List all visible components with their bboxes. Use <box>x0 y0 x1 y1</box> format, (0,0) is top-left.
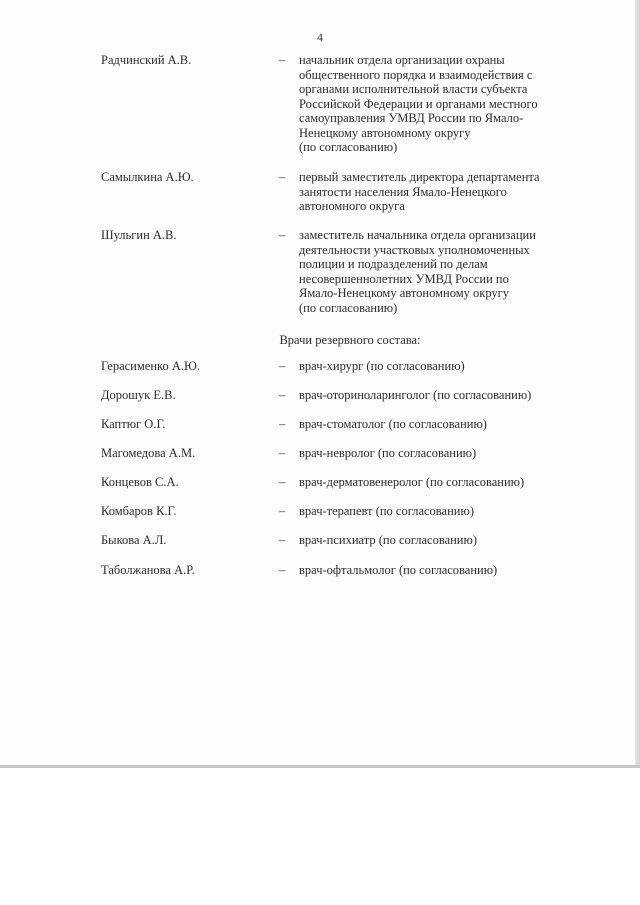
member-position <box>299 228 599 315</box>
member-position <box>299 170 599 214</box>
position-line: начальник отдела организации охраны <box>299 53 505 67</box>
doctor-name: Концевов С.А. <box>101 475 179 489</box>
dash: – <box>279 359 286 373</box>
dash: – <box>279 228 286 242</box>
doctor-name: Герасименко А.Ю. <box>101 359 200 373</box>
position-line: полиции и подразделений по делам <box>299 257 488 271</box>
doctor-name: Магомедова А.М. <box>101 446 196 460</box>
reserve-heading: Врачи резервного состава: <box>279 333 421 347</box>
member-name: Самылкина А.Ю. <box>101 170 194 184</box>
doctor-role: врач-стоматолог (по согласованию) <box>299 417 487 431</box>
position-line: первый заместитель директора департамента <box>299 170 540 184</box>
position-line: занятости населения Ямало-Ненецкого <box>299 184 507 199</box>
doctor-role: врач-невролог (по согласованию) <box>299 446 477 460</box>
doctor-name: Каптюг О.Г. <box>101 417 166 431</box>
position-line: Ненецкому автономному округу <box>299 125 471 140</box>
doctor-name: Комбаров К.Г. <box>101 504 177 518</box>
dash: – <box>279 504 286 518</box>
doctor-role: врач-психиатр (по согласованию) <box>299 533 477 547</box>
scan-right-edge <box>635 0 640 768</box>
member-name: Радчинский А.В. <box>101 53 192 67</box>
scan-bottom-edge <box>0 765 640 768</box>
position-line: (по согласованию) <box>299 140 398 154</box>
position-line: несовершеннолетних УМВД России по <box>299 271 509 286</box>
position-line: Российской Федерации и органами местного <box>299 96 538 111</box>
doctor-name: Быкова А.Л. <box>101 533 167 547</box>
doctor-role: врач-офтальмолог (по согласованию) <box>299 563 498 577</box>
position-line: деятельности участковых уполномоченных <box>299 242 530 257</box>
dash: – <box>279 446 286 460</box>
dash: – <box>279 533 286 547</box>
position-line: (по согласованию) <box>299 300 398 315</box>
position-line: заместитель начальника отдела организации <box>299 228 536 242</box>
dash: – <box>279 417 286 431</box>
doctor-role: врач-терапевт (по согласованию) <box>299 504 474 518</box>
member-position <box>299 53 599 155</box>
position-line: общественного порядка и взаимодействия с <box>299 67 533 82</box>
doctor-role: врач-оториноларинголог (по согласованию) <box>299 388 532 402</box>
position-line: органами исполнительной власти субъекта <box>299 82 528 96</box>
doctor-role: врач-дерматовенеролог (по согласованию) <box>299 475 525 489</box>
doctor-name: Таболжанова А.Р. <box>101 563 195 577</box>
dash: – <box>279 388 286 402</box>
page-number: 4 <box>317 30 323 44</box>
dash: – <box>279 53 286 67</box>
position-line: автономного округа <box>299 199 405 213</box>
doctor-name: Дорошук Е.В. <box>101 388 176 402</box>
dash: – <box>279 475 286 489</box>
doctor-role: врач-хирург (по согласованию) <box>299 359 465 373</box>
position-line: Ямало-Ненецкому автономному округу <box>299 286 510 300</box>
dash: – <box>279 563 286 577</box>
position-line: самоуправления УМВД России по Ямало- <box>299 111 524 125</box>
member-name: Шульгин А.В. <box>101 228 177 242</box>
dash: – <box>279 170 286 184</box>
